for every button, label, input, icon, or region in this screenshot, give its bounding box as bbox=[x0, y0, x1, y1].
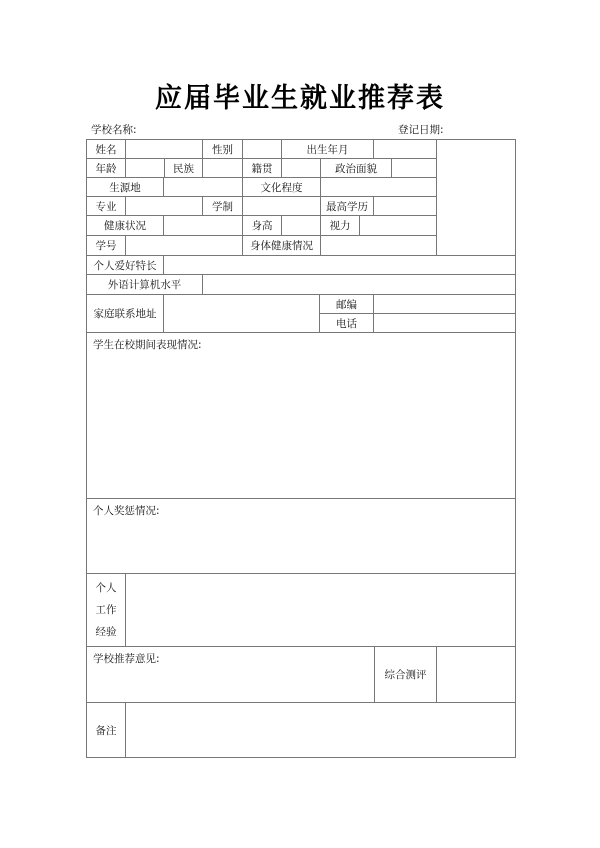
origin-place-label: 生源地 bbox=[86, 177, 164, 197]
age-input[interactable] bbox=[125, 158, 165, 178]
hobbies-label: 个人爱好特长 bbox=[86, 255, 164, 275]
work-experience-label bbox=[86, 573, 126, 647]
student-no-label: 学号 bbox=[86, 235, 126, 256]
hobbies-input[interactable] bbox=[163, 255, 516, 275]
work-experience-label-line: 经验 bbox=[95, 626, 117, 638]
vision-label: 视力 bbox=[320, 215, 360, 236]
overall-evaluation-label: 综合测评 bbox=[374, 646, 437, 703]
political-status-input[interactable] bbox=[391, 158, 437, 178]
vision-input[interactable] bbox=[359, 215, 437, 236]
highest-degree-label: 最高学历 bbox=[320, 196, 374, 216]
home-address-input[interactable] bbox=[163, 294, 320, 333]
work-experience-label-line: 个人 bbox=[95, 582, 117, 594]
remarks-label: 备注 bbox=[86, 702, 126, 758]
language-computer-input[interactable] bbox=[202, 274, 516, 295]
school-recommendation-label: 学校推荐意见: bbox=[93, 653, 160, 665]
ethnicity-input[interactable] bbox=[202, 158, 243, 178]
height-input[interactable] bbox=[281, 215, 321, 236]
remarks-input[interactable] bbox=[125, 702, 516, 758]
native-place-input[interactable] bbox=[281, 158, 321, 178]
political-status-label: 政治面貌 bbox=[320, 158, 392, 178]
highest-degree-input[interactable] bbox=[373, 196, 437, 216]
school-recommendation-field[interactable] bbox=[86, 646, 375, 703]
name-label: 姓名 bbox=[86, 139, 126, 159]
work-experience-input[interactable] bbox=[125, 573, 516, 647]
school-performance-label: 学生在校期间表现情况: bbox=[93, 339, 202, 351]
age-label: 年龄 bbox=[86, 158, 126, 178]
overall-evaluation-input[interactable] bbox=[436, 646, 516, 703]
height-label: 身高 bbox=[242, 215, 282, 236]
phone-label: 电话 bbox=[319, 313, 374, 333]
awards-label: 个人奖惩情况: bbox=[93, 505, 160, 517]
work-experience-label-line: 工作 bbox=[95, 604, 117, 616]
schooling-years-input[interactable] bbox=[242, 196, 321, 216]
page-title: 应届毕业生就业推荐表 bbox=[155, 83, 445, 114]
birth-label: 出生年月 bbox=[281, 139, 374, 159]
health-status-label: 健康状况 bbox=[86, 215, 164, 236]
origin-place-input[interactable] bbox=[163, 177, 243, 197]
register-date-label: 登记日期: bbox=[398, 124, 444, 136]
native-place-label: 籍贯 bbox=[242, 158, 282, 178]
postcode-label: 邮编 bbox=[319, 294, 374, 314]
name-input[interactable] bbox=[125, 139, 203, 159]
home-address-label: 家庭联系地址 bbox=[86, 294, 164, 333]
education-degree-label: 文化程度 bbox=[242, 177, 321, 197]
major-input[interactable] bbox=[125, 196, 203, 216]
student-no-input[interactable] bbox=[125, 235, 243, 256]
physical-health-input[interactable] bbox=[320, 235, 437, 256]
postcode-input[interactable] bbox=[373, 294, 516, 314]
ethnicity-label: 民族 bbox=[164, 158, 203, 178]
school-performance-field[interactable] bbox=[86, 332, 516, 499]
photo-area[interactable] bbox=[436, 139, 516, 256]
schooling-years-label: 学制 bbox=[202, 196, 243, 216]
gender-label: 性别 bbox=[202, 139, 243, 159]
health-status-input[interactable] bbox=[163, 215, 243, 236]
awards-field[interactable] bbox=[86, 498, 516, 574]
birth-input[interactable] bbox=[373, 139, 437, 159]
major-label: 专业 bbox=[86, 196, 126, 216]
physical-health-label: 身体健康情况 bbox=[242, 235, 321, 256]
education-degree-input[interactable] bbox=[320, 177, 437, 197]
phone-input[interactable] bbox=[373, 313, 516, 333]
language-computer-label: 外语计算机水平 bbox=[86, 274, 203, 295]
gender-input[interactable] bbox=[242, 139, 282, 159]
school-name-label: 学校名称: bbox=[91, 124, 137, 136]
